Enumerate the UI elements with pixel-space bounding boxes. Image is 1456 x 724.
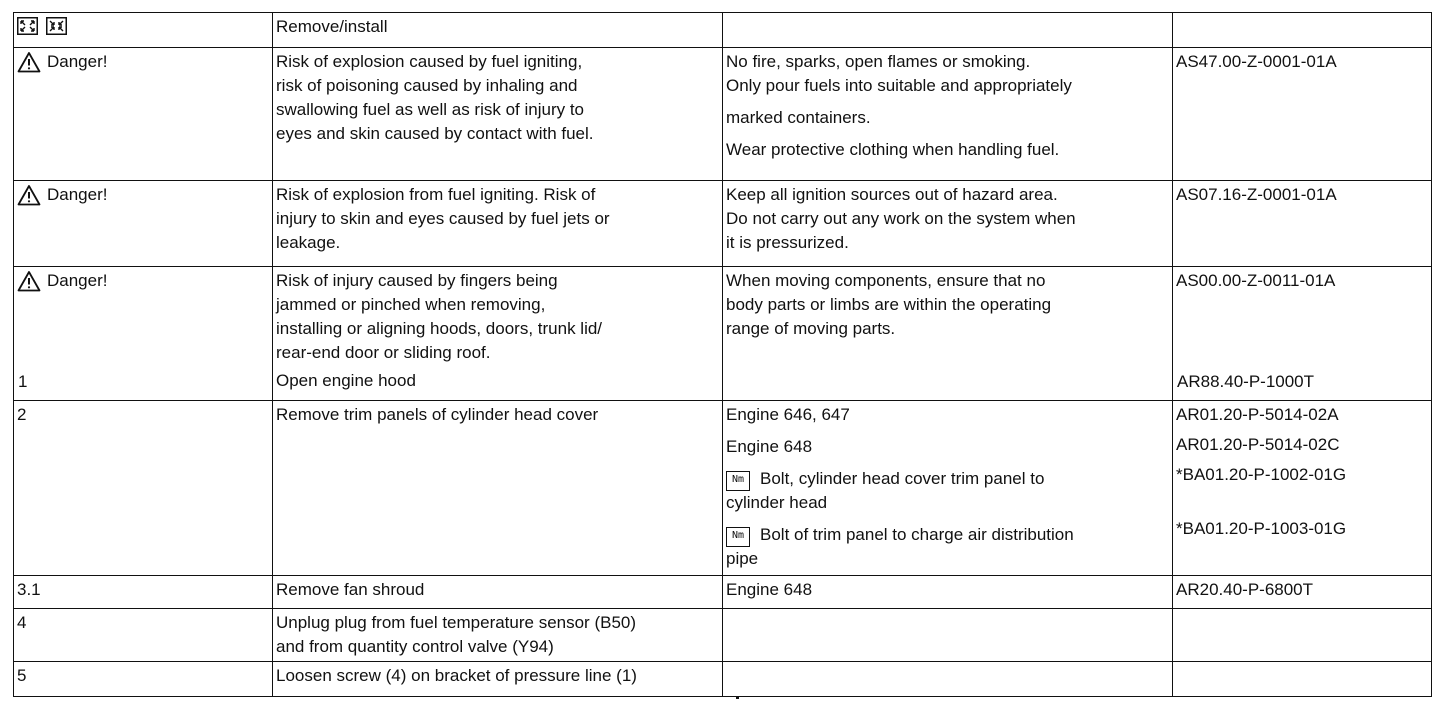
reference-link[interactable]: *BA01.20-P-1002-01G <box>1176 465 1347 484</box>
measure-line: body parts or limbs are within the operating <box>726 295 1052 314</box>
empty-cell <box>723 662 1173 697</box>
detail-line: Engine 648 <box>726 437 813 456</box>
danger-label <box>17 269 107 293</box>
empty-cell <box>1173 609 1432 662</box>
torque-icon: Nm <box>726 471 750 491</box>
measure-line: Do not carry out any work on the system when <box>726 209 1076 228</box>
danger-row <box>14 48 1432 181</box>
step-action: Remove fan shroud <box>273 576 723 609</box>
measure-line: Only pour fuels into suitable and appropriately <box>726 76 1072 95</box>
measure-line: it is pressurized. <box>726 233 849 252</box>
warning-triangle-icon <box>17 184 41 206</box>
empty-cell <box>723 13 1173 48</box>
danger-label <box>17 183 107 207</box>
risk-line: rear-end door or sliding roof. <box>276 343 491 362</box>
header-row <box>14 13 1432 48</box>
risk-line: eyes and skin caused by contact with fuel. <box>276 124 594 143</box>
step-action: Open engine hood <box>276 371 416 390</box>
torque-spec <box>726 467 1169 515</box>
risk-line: Risk of injury caused by fingers being <box>276 271 558 290</box>
step-action-line: Unplug plug from fuel temperature sensor (B50) <box>276 613 637 632</box>
risk-line: injury to skin and eyes caused by fuel jets or <box>276 209 610 228</box>
measures-cell <box>723 48 1173 181</box>
measure-line: No fire, sparks, open flames or smoking. <box>726 52 1031 71</box>
step-number: 2 <box>14 401 273 576</box>
empty-cell <box>1173 13 1432 48</box>
danger-text: Danger! <box>47 52 108 71</box>
measure-line: When moving components, ensure that no <box>726 271 1046 290</box>
measure-line: Wear protective clothing when handling fuel. <box>726 140 1060 159</box>
step-row <box>14 576 1432 609</box>
reference-link[interactable]: AS00.00-Z-0011-01A <box>1176 271 1336 290</box>
risk-line: Risk of explosion from fuel igniting. Risk of <box>276 185 596 204</box>
torque-line: Bolt, cylinder head cover trim panel to <box>760 469 1045 488</box>
risk-line: jammed or pinched when removing, <box>276 295 546 314</box>
risk-line: leakage. <box>276 233 341 252</box>
reference-link[interactable]: AS07.16-Z-0001-01A <box>1176 185 1337 204</box>
step-detail: Engine 648 <box>723 576 1173 609</box>
detail-line: Engine 646, 647 <box>726 405 850 424</box>
reference-cell <box>1173 48 1432 181</box>
torque-line: cylinder head <box>726 493 828 512</box>
step-action: Remove trim panels of cylinder head cover <box>273 401 723 576</box>
danger-text: Danger! <box>47 271 108 290</box>
empty-cell <box>723 609 1173 662</box>
stray-mark <box>736 697 739 699</box>
step-number: 3.1 <box>14 576 273 609</box>
danger-text: Danger! <box>47 185 108 204</box>
reference-link[interactable]: AR20.40-P-6800T <box>1176 580 1314 599</box>
measure-line: marked containers. <box>726 108 871 127</box>
warning-triangle-icon <box>17 270 41 292</box>
danger-label-cell <box>14 267 273 401</box>
reference-cell <box>1173 401 1432 576</box>
risk-line: risk of poisoning caused by inhaling and <box>276 76 578 95</box>
measures-cell <box>723 181 1173 267</box>
torque-icon: Nm <box>726 527 750 547</box>
danger-label-cell <box>14 48 273 181</box>
step-number: 1 <box>18 372 28 391</box>
torque-spec <box>726 523 1169 571</box>
risk-line: installing or aligning hoods, doors, trunk lid/ <box>276 319 603 338</box>
step-details-cell <box>723 401 1173 576</box>
reference-link[interactable]: AR88.40-P-1000T <box>1177 372 1315 391</box>
step-row <box>14 401 1432 576</box>
procedure-table <box>13 12 1432 697</box>
measures-cell <box>723 267 1173 401</box>
danger-label-cell <box>14 181 273 267</box>
step-row <box>14 662 1432 697</box>
risk-cell <box>273 48 723 181</box>
section-title: Remove/install <box>273 13 723 48</box>
warning-triangle-icon <box>17 51 41 73</box>
danger-row <box>14 267 1432 401</box>
measure-line: Keep all ignition sources out of hazard area. <box>726 185 1058 204</box>
step-action: Loosen screw (4) on bracket of pressure line (1) <box>273 662 723 697</box>
torque-line: pipe <box>726 549 759 568</box>
danger-label <box>17 50 107 74</box>
risk-cell <box>273 181 723 267</box>
empty-cell <box>1173 662 1432 697</box>
step-number: 4 <box>14 609 273 662</box>
reference-link[interactable]: AS47.00-Z-0001-01A <box>1176 52 1337 71</box>
header-icons-cell <box>14 13 273 48</box>
collapse-icon[interactable] <box>46 17 67 35</box>
step-action-line: and from quantity control valve (Y94) <box>276 637 554 656</box>
measure-line: range of moving parts. <box>726 319 896 338</box>
reference-cell <box>1173 181 1432 267</box>
reference-link[interactable]: AR01.20-P-5014-02A <box>1176 405 1339 424</box>
step-action-cell <box>273 609 723 662</box>
reference-link[interactable]: *BA01.20-P-1003-01G <box>1176 519 1347 538</box>
torque-line: Bolt of trim panel to charge air distribution <box>760 525 1074 544</box>
reference-link[interactable]: AR01.20-P-5014-02C <box>1176 435 1340 454</box>
step-number: 5 <box>14 662 273 697</box>
risk-line: Risk of explosion caused by fuel igniting, <box>276 52 583 71</box>
step-row <box>14 609 1432 662</box>
risk-cell <box>273 267 723 401</box>
expand-icon[interactable] <box>17 17 38 35</box>
reference-cell <box>1173 576 1432 609</box>
danger-row <box>14 181 1432 267</box>
reference-cell <box>1173 267 1432 401</box>
risk-line: swallowing fuel as well as risk of injury to <box>276 100 585 119</box>
